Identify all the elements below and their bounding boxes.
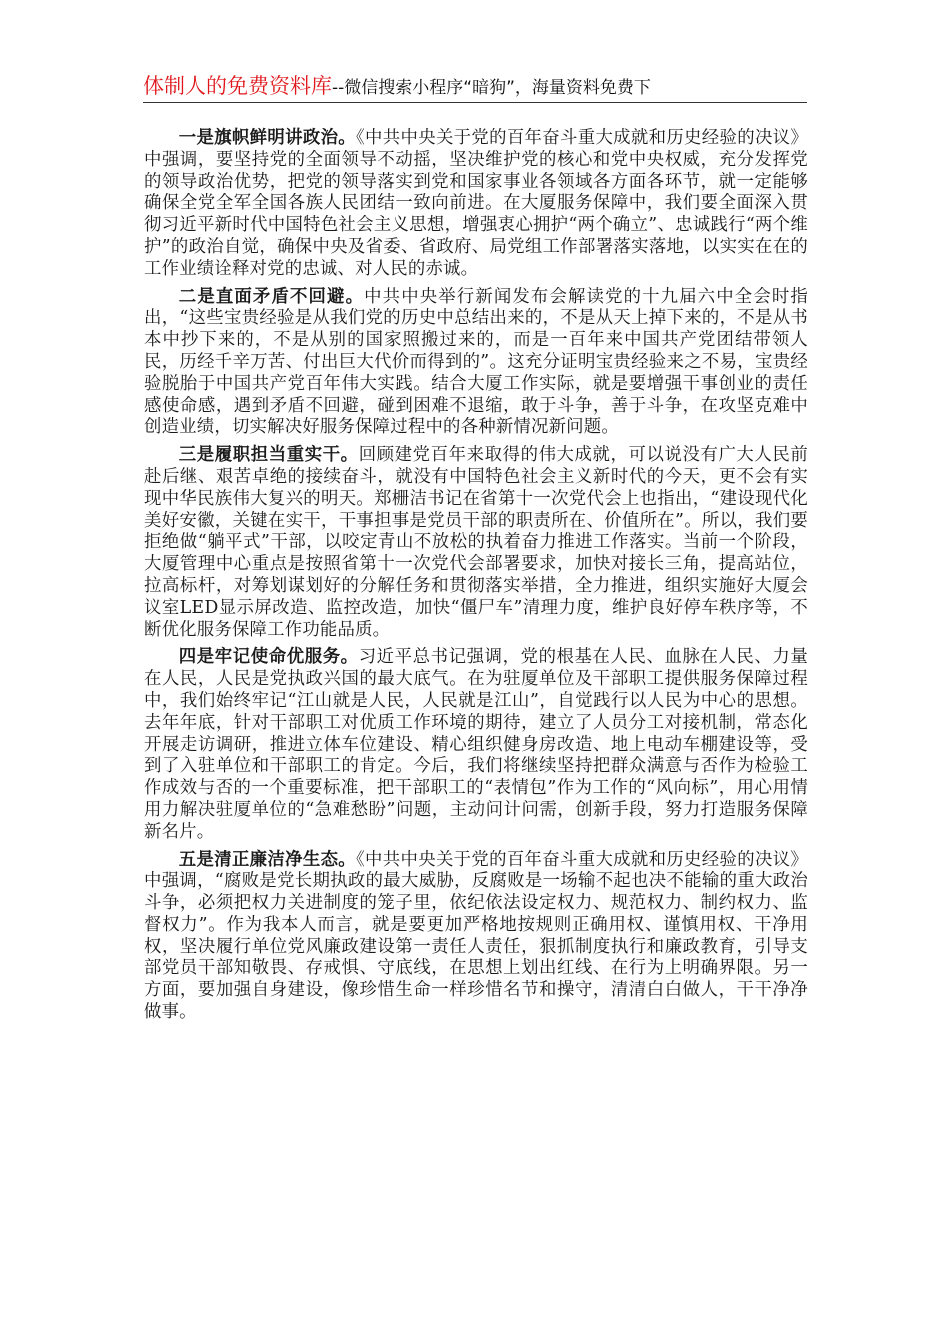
- paragraph-4-lead: 四是牢记使命优服务。: [178, 647, 359, 668]
- document-body: [144, 128, 808, 1030]
- header-subtitle: --微信搜索小程序“暗狗”，海量资料免费下: [332, 78, 651, 98]
- paragraph-3-lead: 三是履职担当重实干。: [178, 445, 359, 466]
- paragraph-1-body: 《中共中央关于党的百年奋斗重大成就和历史经验的决议》中强调，要坚持党的全面领导不动摇，坚决维护党的核心和党中央权威，充分发挥党的领导政治优势，把党的领导落实到党和国家事业各领域各方面各环节，就一定能够确保全党全军全国各族人民团结一致向前进。在大厦服务保障中，我们要全面深入贯彻习近平新时代中国特色社会主义思想，增强衷心拥护“两个确立”、忠诚践行“两个维护”的政治自觉，确保中央及省委、省政府、局党组工作部署落实落地，以实实在在的工作业绩诠释对党的忠诚、对人民的赤诚。: [144, 128, 808, 279]
- paragraph-1-lead: 一是旗帜鲜明讲政治。: [178, 128, 357, 148]
- header-title: 体制人的免费资料库: [143, 74, 332, 98]
- paragraph-2-body: 中共中央举行新闻发布会解读党的十九届六中全会时指出，“这些宝贵经验是从我们党的历史中总结出来的，不是从天上掉下来的，不是从书本中抄下来的，不是从别的国家照搬过来的，而是一百年来中国共产党团结带领人民，历经千辛万苦、付出巨大代价而得到的”。这充分证明宝贵经验来之不易，宝贵经验脱胎于中国共产党百年伟大实践。结合大厦工作实际，就是要增强干事创业的责任感使命感，遇到矛盾不回避，碰到困难不退缩，敢于斗争，善于斗争，在攻坚克难中创造业绩，切实解决好服务保障过程中的各种新情况新问题。: [144, 286, 808, 438]
- paragraph-4-body: 习近平总书记强调，党的根基在人民、血脉在人民、力量在人民，人民是党执政兴国的最大底气。在为驻厦单位及干部职工提供服务保障过程中，我们始终牢记“江山就是人民，人民就是江山”，自觉践行以人民为中心的思想。去年年底，针对干部职工对优质工作环境的期待，建立了人员分工对接机制，常态化开展走访调研，推进立体车位建设、精心组织健身房改造、地上电动车棚建设等，受到了入驻单位和干部职工的肯定。今后，我们将继续坚持把群众满意与否作为检验工作成效与否的一个重要标准，把干部职工的“表情包”作为工作的“风向标”，用心用情用力解决驻厦单位的“急难愁盼”问题，主动问计问需，创新手段，努力打造服务保障新名片。: [144, 647, 808, 842]
- paragraph-2: [144, 287, 808, 440]
- page-header: [143, 70, 807, 103]
- paragraph-3: [144, 445, 808, 641]
- paragraph-3-body: 回顾建党百年来取得的伟大成就，可以说没有广大人民前赴后继、艰苦卓绝的接续奋斗，就没有中国特色社会主义新时代的今天，更不会有实现中华民族伟大复兴的明天。郑栅洁书记在省第十一次党代会上也指出，“建设现代化美好安徽，关键在实干，干事担事是党员干部的职责所在、价值所在”。所以，我们要拒绝做“躺平式”干部，以咬定青山不放松的执着奋力推进工作落实。当前一个阶段，大厦管理中心重点是按照省第十一次党代会部署要求，加快对接长三角，提高站位，拉高标杆，对筹划谋划好的分解任务和贯彻落实举措，全力推进，组织实施好大厦会议室LED显示屏改造、监控改造，加快“僵尸车”清理力度，维护良好停车秩序等，不断优化服务保障工作功能品质。: [144, 445, 808, 640]
- paragraph-5-lead: 五是清正廉洁净生态。: [178, 849, 357, 870]
- paragraph-5: [144, 850, 808, 1024]
- paragraph-2-lead: 二是直面矛盾不回避。: [178, 286, 365, 307]
- paragraph-5-body: 《中共中央关于党的百年奋斗重大成就和历史经验的决议》中强调，“腐败是党长期执政的最大威胁，反腐败是一场输不起也决不能输的重大政治斗争，必须把权力关进制度的笼子里，依纪依法设定权力、规范权力、制约权力、监督权力”。作为我本人而言，就是要更加严格地按规则正确用权、谨慎用权、干净用权，坚决履行单位党风廉政建设第一责任人责任，狠抓制度执行和廉政教育，引导支部党员干部知敬畏、存戒惧、守底线，在思想上划出红线、在行为上明确界限。另一方面，要加强自身建设，像珍惜生命一样珍惜名节和操守，清清白白做人，干干净净做事。: [144, 849, 808, 1023]
- paragraph-1: [144, 128, 808, 281]
- paragraph-4: [144, 647, 808, 843]
